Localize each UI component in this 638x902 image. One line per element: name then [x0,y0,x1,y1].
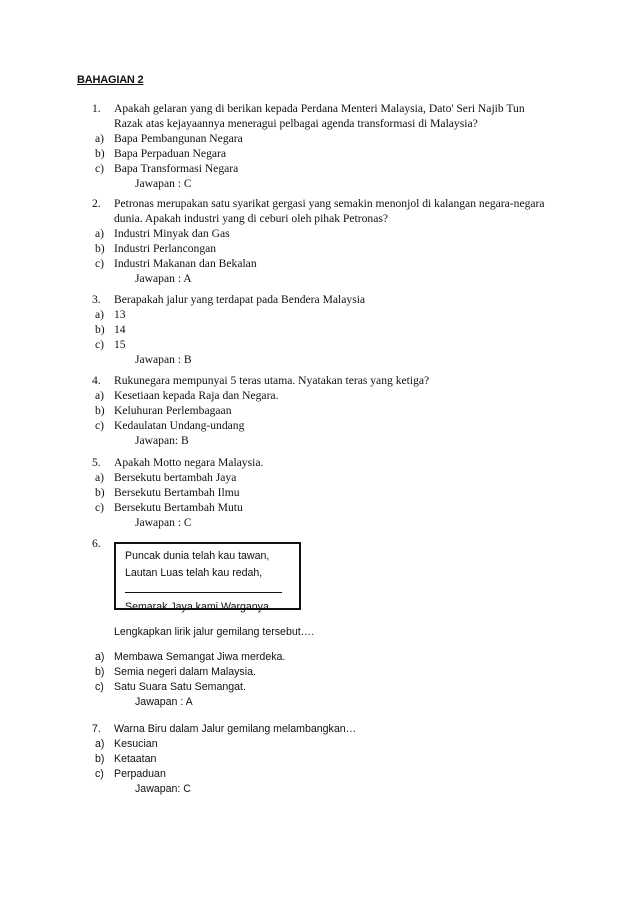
option-letter: c) [95,501,105,514]
option-text: Kesucian [114,738,158,750]
option-b [92,322,572,337]
question-4 [92,373,572,448]
option-text: Semia negeri dalam Malaysia. [114,666,256,678]
stem-line: Apakah Motto negara Malaysia. [114,456,264,469]
option-letter: b) [95,666,105,678]
option-letter: c) [95,681,104,693]
option-text: Kesetiaan kepada Raja dan Negara. [114,389,279,402]
option-letter: b) [95,242,105,255]
option-text: 13 [114,308,126,321]
question-stem [92,196,572,226]
stem-line: Apakah gelaran yang di berikan kepada Perdana Menteri Malaysia, Dato' Seri Najib Tun [114,102,525,115]
answer: Jawapan : C [135,516,192,529]
question-number: 3. [92,293,101,306]
option-text: Industri Makanan dan Bekalan [114,257,257,270]
option-text: Bapa Transformasi Negara [114,162,239,175]
question-stem [92,722,572,737]
option-text: Ketaatan [114,753,157,765]
answer: Jawapan: C [135,783,191,795]
question-2 [92,196,572,286]
option-letter: b) [95,323,105,336]
option-letter: b) [95,404,105,417]
option-letter: a) [95,471,105,484]
option-c [92,337,572,352]
answer: Jawapan : A [135,696,193,708]
option-a [92,226,572,241]
option-letter: c) [95,419,105,432]
answer: Jawapan : A [135,272,192,285]
option-text: Industri Minyak dan Gas [114,227,230,240]
option-text: 14 [114,323,126,336]
stem-line: Petronas merupakan satu syarikat gergasi yang semakin menonjol di kalangan negara-negara [114,197,545,210]
lyric-line: Puncak dunia telah kau tawan, [125,550,270,562]
option-a [92,388,572,403]
option-a [92,470,572,485]
option-c [92,256,572,271]
option-text: Bersekutu bertambah Jaya [114,471,237,484]
question-stem [92,455,572,470]
option-a [92,131,572,146]
option-letter: a) [95,132,105,145]
lyrics-box [114,542,301,613]
option-letter: a) [95,738,105,750]
stem-line: dunia. Apakah industri yang di ceburi oleh pihak Petronas? [114,212,388,225]
lyric-line: Semarak Jaya kami Warganya. [125,601,272,613]
option-c [92,767,572,782]
option-letter: b) [95,753,105,765]
option-letter: a) [95,227,105,240]
question-number: 7. [92,723,101,735]
option-b [92,241,572,256]
option-text: Membawa Semangat Jiwa merdeka. [114,651,286,663]
option-b [92,752,572,767]
question-6-prompt: Lengkapkan lirik jalur gemilang tersebut…. [114,626,315,638]
option-letter: a) [95,651,105,663]
question-3 [92,292,572,367]
option-text: Perpaduan [114,768,166,780]
option-b [92,403,572,418]
option-letter: c) [95,162,105,175]
option-text: Kedaulatan Undang-undang [114,419,245,432]
option-text: 15 [114,338,126,351]
option-letter: a) [95,389,105,402]
option-b [92,485,572,500]
question-stem [92,101,572,131]
option-text: Bapa Perpaduan Negara [114,147,227,160]
option-c [92,680,572,695]
option-c [92,418,572,433]
option-text: Bersekutu Bertambah Ilmu [114,486,240,499]
question-number: 5. [92,456,101,469]
option-text: Bapa Pembangunan Negara [114,132,243,145]
option-a [92,307,572,322]
stem-line: Warna Biru dalam Jalur gemilang melambangkan… [114,723,357,735]
option-b [92,146,572,161]
stem-line: Razak atas kejayaannya meneragui pelbagai agenda transformasi di Malaysia? [114,117,478,130]
answer: Jawapan: B [135,434,189,447]
option-letter: b) [95,486,105,499]
lyric-blank-line [125,582,299,599]
option-text: Satu Suara Satu Semangat. [114,681,246,693]
option-text: Keluhuran Perlembagaan [114,404,232,417]
question-number: 1. [92,102,101,115]
question-stem [92,292,572,307]
question-6-options [92,650,572,710]
option-c [92,161,572,176]
option-letter: b) [95,147,105,160]
question-1 [92,101,572,191]
option-b [92,665,572,680]
stem-line: Rukunegara mempunyai 5 teras utama. Nyatakan teras yang ketiga? [114,374,430,387]
option-letter: c) [95,338,105,351]
question-number: 2. [92,197,101,210]
option-text: Industri Perlancongan [114,242,217,255]
option-c [92,500,572,515]
answer: Jawapan : B [135,353,192,366]
option-letter: a) [95,308,105,321]
question-number: 4. [92,374,101,387]
question-7 [92,722,572,797]
option-a [92,650,572,665]
stem-line: Berapakah jalur yang terdapat pada Bendera Malaysia [114,293,366,306]
answer: Jawapan : C [135,177,192,190]
lyric-line: Lautan Luas telah kau redah, [125,567,263,579]
question-5 [92,455,572,530]
option-letter: c) [95,768,104,780]
option-text: Bersekutu Bertambah Mutu [114,501,243,514]
question-stem [92,373,572,388]
option-a [92,737,572,752]
option-letter: c) [95,257,105,270]
section-heading: BAHAGIAN 2 [77,74,144,86]
question-6-number: 6. [92,537,101,550]
